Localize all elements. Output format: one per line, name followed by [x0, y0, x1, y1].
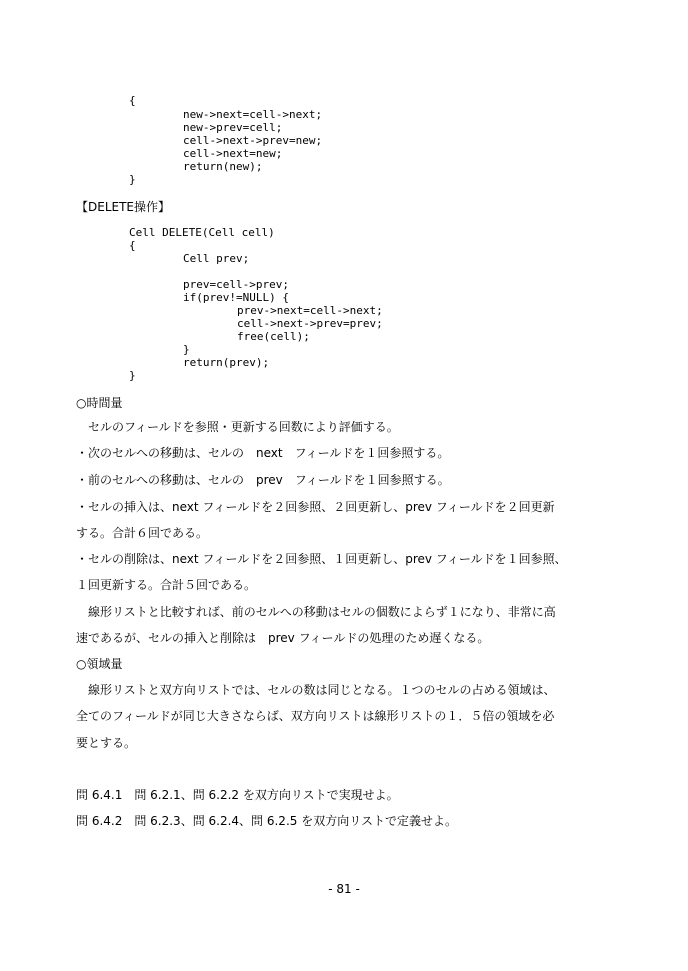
- paragraph-line: ・セルの挿入は、next フィールドを２回参照、２回更新し、prev フィールドを２回更新: [76, 500, 555, 514]
- space-heading: ○領域量: [76, 657, 123, 671]
- paragraph-line: ・セルの削除は、next フィールドを２回参照、１回更新し、prev フィールドを１回参照、: [76, 552, 567, 566]
- paragraph-line: 速であるが、セルの挿入と削除は prev フィールドの処理のため遅くなる。: [76, 631, 490, 645]
- code-brace-open: {: [129, 94, 136, 107]
- delete-heading: 【DELETE操作】: [76, 200, 171, 214]
- code-line: free(cell);: [237, 330, 310, 343]
- code-line: cell->next->prev=prev;: [237, 317, 383, 330]
- paragraph-line: 線形リストと双方向リストでは、セルの数は同じとなる。１つのセルの占める領域は、: [76, 683, 556, 697]
- code-line: cell->next=new;: [183, 147, 283, 160]
- time-heading: ○時間量: [76, 396, 123, 410]
- code-line: return(prev);: [183, 356, 270, 369]
- code-line: return(new);: [183, 160, 263, 173]
- code-line: if(prev!=NULL) {: [183, 291, 289, 304]
- paragraph-line: ・次のセルへの移動は、セルの next フィールドを１回参照する。: [76, 446, 450, 460]
- paragraph-line: １回更新する。合計５回である。: [76, 578, 257, 592]
- code-line: new->prev=cell;: [183, 121, 283, 134]
- code-line: prev->next=cell->next;: [237, 304, 383, 317]
- code-brace-open: {: [129, 239, 136, 252]
- paragraph-line: セルのフィールドを参照・更新する回数により評価する。: [76, 420, 399, 434]
- page-number: - 81 -: [328, 882, 360, 896]
- question-line: 問 6.4.2 問 6.2.3、問 6.2.4、問 6.2.5 を双方向リストで定義せよ。: [76, 814, 457, 828]
- code-line: Cell prev;: [183, 252, 250, 265]
- code-line: prev=cell->prev;: [183, 278, 289, 291]
- paragraph-line: 線形リストと比較すれば、前のセルへの移動はセルの個数によらず１になり、非常に高: [76, 605, 556, 619]
- paragraph-line: 要とする。: [76, 736, 137, 750]
- code-brace-close: }: [129, 369, 136, 382]
- paragraph-line: ・前のセルへの移動は、セルの prev フィールドを１回参照する。: [76, 473, 450, 487]
- code-line: new->next=cell->next;: [183, 108, 323, 121]
- code-line: cell->next->prev=new;: [183, 134, 323, 147]
- paragraph-line: する。合計６回である。: [76, 526, 209, 540]
- question-line: 問 6.4.1 問 6.2.1、問 6.2.2 を双方向リストで実現せよ。: [76, 788, 399, 802]
- paragraph-line: 全てのフィールドが同じ大きさならば、双方向リストは線形リストの１．５倍の領域を必: [76, 709, 555, 723]
- code-line: }: [183, 343, 190, 356]
- code-signature: Cell DELETE(Cell cell): [129, 226, 275, 239]
- code-brace-close: }: [129, 173, 136, 186]
